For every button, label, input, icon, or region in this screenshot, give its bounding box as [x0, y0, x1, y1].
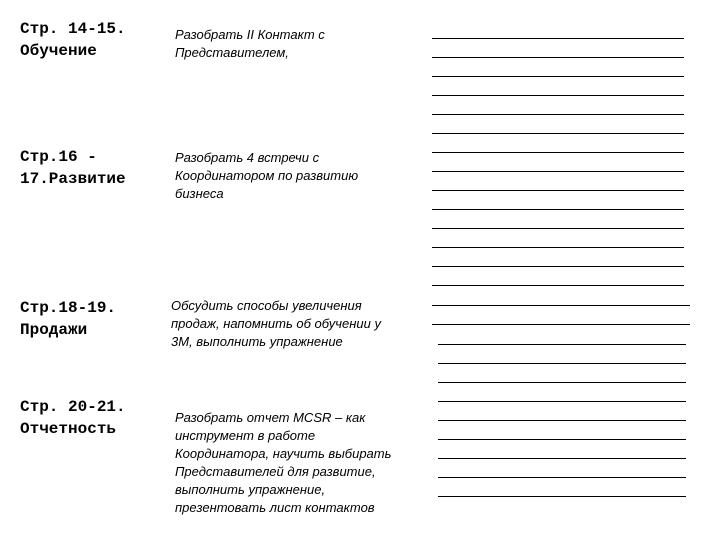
writing-line	[432, 209, 684, 210]
writing-line	[432, 38, 684, 39]
section-heading-development: Стр.16 - 17.Развитие	[20, 148, 126, 188]
writing-line	[438, 344, 686, 345]
writing-line	[438, 477, 686, 478]
section-task-development: Разобрать 4 встречи с Координатором по развитию бизнеса	[175, 150, 359, 201]
writing-line	[438, 401, 686, 402]
writing-line	[432, 285, 684, 286]
section-heading-sales: Стр.18-19. Продажи	[20, 299, 117, 339]
writing-line	[432, 190, 684, 191]
writing-line	[432, 247, 684, 248]
writing-line	[432, 228, 684, 229]
writing-line	[432, 57, 684, 58]
writing-line	[432, 114, 684, 115]
section-heading-reporting: Стр. 20-21. Отчетность	[20, 398, 126, 438]
writing-line	[438, 363, 686, 364]
writing-line	[432, 152, 684, 153]
writing-line	[438, 496, 686, 497]
writing-line	[432, 76, 684, 77]
writing-line	[432, 305, 690, 306]
writing-line	[438, 439, 686, 440]
section-heading-training: Стр. 14-15. Обучение	[20, 20, 126, 60]
section-task-training: Разобрать II Контакт с Представителем,	[175, 27, 325, 60]
writing-line	[432, 171, 684, 172]
section-task-sales: Обсудить способы увеличения продаж, напомнить об обучении у 3М, выполнить упражнение	[171, 298, 381, 349]
writing-line	[438, 420, 686, 421]
writing-line	[438, 458, 686, 459]
section-task-reporting: Разобрать отчет MCSR – как инструмент в работе Координатора, научить выбирать Представителей для развитие, выполнить упражнение, презентовать лист контактов	[175, 410, 392, 515]
writing-line	[432, 324, 690, 325]
writing-line	[438, 382, 686, 383]
writing-line	[432, 133, 684, 134]
writing-line	[432, 266, 684, 267]
writing-line	[432, 95, 684, 96]
